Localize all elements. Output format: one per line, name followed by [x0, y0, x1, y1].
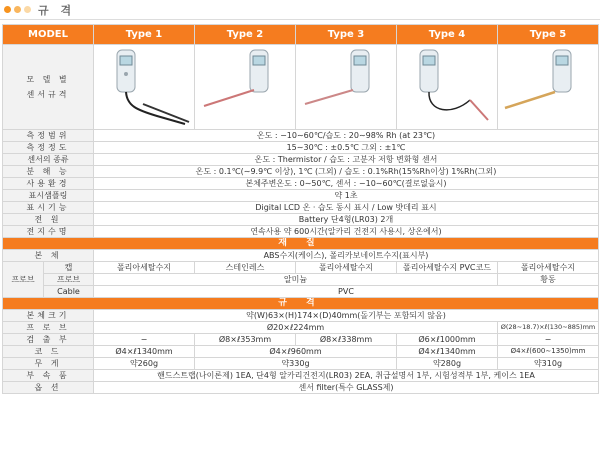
- cell: −: [94, 334, 195, 346]
- row-label: 전 원: [3, 214, 94, 226]
- row-value: 핸드스트랩(나이론제) 1EA, 단4형 알카리건전지(LR03) 2EA, 취급설명서 1부, 시험성적부 1부, 케이스 1EA: [94, 370, 599, 382]
- band-title: 재 질: [3, 238, 599, 250]
- cell: Ø8×ℓ338mm: [296, 334, 397, 346]
- section-header: [0, 0, 600, 20]
- cell: 약260g: [94, 358, 195, 370]
- model-header: MODEL: [3, 25, 94, 45]
- spec-band: [3, 298, 599, 310]
- row-value: 온도 : Thermistor / 습도 : 고분자 저항 변화형 센서: [94, 154, 599, 166]
- type4-device-image: [397, 45, 498, 130]
- dot-icon: [24, 6, 31, 13]
- row-value: 온도 : −10∼60℃/습도 : 20∼98% Rh (at 23℃): [94, 130, 599, 142]
- cell: Ø8×ℓ353mm: [195, 334, 296, 346]
- hygrometer-icon: [97, 46, 192, 128]
- row-label: 본 체: [3, 250, 94, 262]
- row-label: 프 로 브: [3, 322, 94, 334]
- probe-group-label: 프로브: [3, 262, 44, 298]
- table-row: [3, 250, 599, 262]
- image-row-label-1: 모 델 별: [26, 74, 70, 84]
- table-row: [3, 214, 599, 226]
- table-row: [3, 370, 599, 382]
- row-label: 표시샘플링: [3, 190, 94, 202]
- dot-icon: [14, 6, 21, 13]
- section-title: 규 격: [38, 4, 76, 17]
- table-row: [3, 358, 599, 370]
- row-value: 약 1초: [94, 190, 599, 202]
- row-label: 코 드: [3, 346, 94, 358]
- cell: 약330g: [195, 358, 397, 370]
- row-value: 15∼30℃ : ±0.5℃ 그외 : ±1℃: [94, 142, 599, 154]
- row-label: 무 게: [3, 358, 94, 370]
- type-header: Type 2: [195, 25, 296, 45]
- dot-icon: [4, 6, 11, 13]
- type2-device-image: [195, 45, 296, 130]
- table-row: [3, 226, 599, 238]
- row-label: 측정범위: [3, 130, 94, 142]
- table-row: [3, 190, 599, 202]
- cell: Ø4×ℓ1340mm: [397, 346, 498, 358]
- table-row: [3, 166, 599, 178]
- cell: Ø4×ℓ960mm: [195, 346, 397, 358]
- row-label: 측정정도: [3, 142, 94, 154]
- type3-device-image: [296, 45, 397, 130]
- type1-device-image: [94, 45, 195, 130]
- table-row: [3, 286, 599, 298]
- hygrometer-icon: [400, 46, 495, 128]
- table-row: [3, 154, 599, 166]
- divider: [0, 19, 600, 20]
- type-header: Type 4: [397, 25, 498, 45]
- row-label: 캡: [44, 262, 94, 274]
- type-header: Type 3: [296, 25, 397, 45]
- cell: Ø6×ℓ1000mm: [397, 334, 498, 346]
- row-label: Cable: [44, 286, 94, 298]
- cell: 약280g: [397, 358, 498, 370]
- row-value: 본체주변온도 : 0∼50℃, 센서 : −10∼60℃(결로없을시): [94, 178, 599, 190]
- hygrometer-icon: [198, 46, 293, 128]
- row-label: 전지수명: [3, 226, 94, 238]
- row-value: 연속사용 약 600시간(알카리 건전지 사용시, 상온에서): [94, 226, 599, 238]
- bullet-dots-icon: [4, 6, 31, 13]
- cell: 스테인레스: [195, 262, 296, 274]
- table-row: [3, 262, 599, 274]
- cell: 폴리아세탈수지: [296, 262, 397, 274]
- table-row: [3, 322, 599, 334]
- row-value: Digital LCD 온 · 습도 동시 표시 / Low 밧데리 표시: [94, 202, 599, 214]
- table-header-row: [3, 25, 599, 45]
- row-label: 검 출 부: [3, 334, 94, 346]
- type-header: Type 5: [498, 25, 599, 45]
- cell: Ø4×ℓ(600∼1350)mm: [498, 346, 599, 358]
- band-title: 규 격: [3, 298, 599, 310]
- table-row: [3, 382, 599, 394]
- row-label: 표시기능: [3, 202, 94, 214]
- cell: PVC: [94, 286, 599, 298]
- cell: 황동: [498, 274, 599, 286]
- row-label: 센서의 종류: [3, 154, 94, 166]
- table-row: [3, 346, 599, 358]
- hygrometer-icon: [299, 46, 394, 128]
- table-row: [3, 274, 599, 286]
- cell: Ø(28∼18.7)×ℓ(130∼885)mm: [498, 322, 599, 334]
- type-header: Type 1: [94, 25, 195, 45]
- cell: Ø4×ℓ1340mm: [94, 346, 195, 358]
- image-row: [3, 45, 599, 130]
- spec-table: [2, 24, 599, 394]
- table-row: [3, 310, 599, 322]
- type5-device-image: [498, 45, 599, 130]
- row-label: 사용환경: [3, 178, 94, 190]
- row-value: 온도 : 0.1℃(∼9.9℃ 이상), 1℃ (그외) / 습도 : 0.1%Rh(15%Rh이상) 1%Rh(그외): [94, 166, 599, 178]
- cell: 폴리아세탈수지: [498, 262, 599, 274]
- hygrometer-icon: [501, 46, 596, 128]
- cell: −: [498, 334, 599, 346]
- image-row-label: [3, 45, 94, 130]
- row-label: 옵 션: [3, 382, 94, 394]
- row-value: 센서 filter(특수 GLASS제): [94, 382, 599, 394]
- cell: Ø20×ℓ224mm: [94, 322, 498, 334]
- cell: 폴리아세탈수지: [94, 262, 195, 274]
- material-band: [3, 238, 599, 250]
- row-label: 부 속 품: [3, 370, 94, 382]
- row-label: 프로브: [44, 274, 94, 286]
- cell: 약310g: [498, 358, 599, 370]
- cell: 폴리아세탈수지 PVC코드: [397, 262, 498, 274]
- cell: 알미늄: [94, 274, 498, 286]
- table-row: [3, 130, 599, 142]
- row-value: 약(W)63×(H)174×(D)40mm(돌기부는 포함되지 않음): [94, 310, 599, 322]
- table-row: [3, 334, 599, 346]
- row-label: 본체크기: [3, 310, 94, 322]
- row-value: ABS수지(케이스), 폴리카보네이트수지(표시부): [94, 250, 599, 262]
- row-value: Battery 단4형(LR03) 2개: [94, 214, 599, 226]
- table-row: [3, 178, 599, 190]
- table-row: [3, 202, 599, 214]
- table-row: [3, 142, 599, 154]
- image-row-label-2: 센서규격: [26, 90, 70, 99]
- row-label: 분 해 능: [3, 166, 94, 178]
